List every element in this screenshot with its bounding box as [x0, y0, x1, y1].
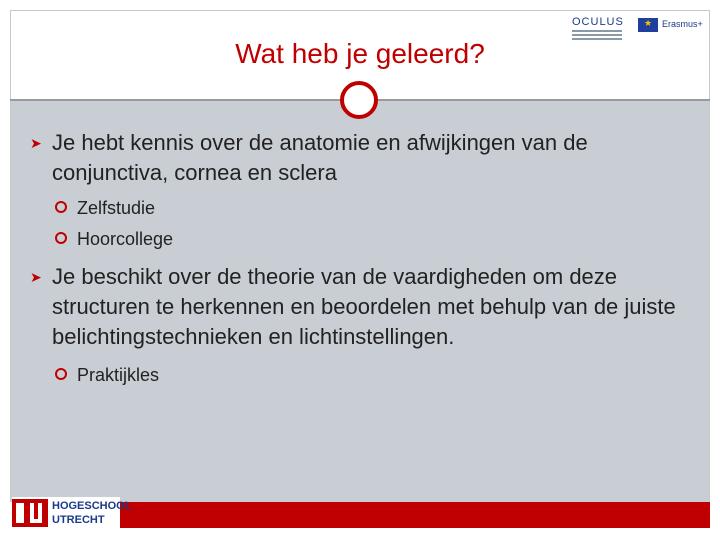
divider-circle-icon [340, 81, 378, 119]
hu-logo-line2: UTRECHT [52, 514, 105, 526]
hu-logo-icon [12, 499, 48, 527]
hu-logo-u [30, 503, 42, 523]
sub-item-text: Praktijkles [77, 365, 160, 385]
sub-bullet-circle-icon [55, 368, 67, 380]
bullet-item [30, 262, 700, 352]
oculus-logo [572, 16, 632, 38]
sub-bullet-circle-icon [55, 201, 67, 213]
bullet-item [30, 128, 690, 188]
sub-item-text: Hoorcollege [77, 229, 174, 249]
hu-logo-line1: HOGESCHOOL [52, 500, 132, 512]
sub-item-text: Zelfstudie [77, 198, 156, 218]
sub-item [55, 226, 173, 252]
sub-bullet-circle-icon [55, 232, 67, 244]
oculus-logo-text: OCULUS [572, 16, 624, 28]
bullet-arrow-icon: ➤ [30, 135, 42, 151]
footer-bar [120, 502, 710, 528]
erasmus-logo [638, 18, 710, 34]
hu-logo-text [52, 499, 131, 527]
bullet-arrow-icon: ➤ [30, 269, 42, 285]
sub-item [55, 362, 159, 388]
bullet-text: Je beschikt over de theorie van de vaardigheden om deze structuren te herkennen en beoordelen met behulp van de juiste belichtingstechnieken en lichtinstellingen. [52, 264, 676, 349]
erasmus-logo-text: Erasmus+ [662, 19, 703, 29]
sub-item [55, 195, 155, 221]
hogeschool-utrecht-logo [12, 497, 132, 529]
slide-title: Wat heb je geleerd? [235, 38, 485, 69]
eu-flag-icon [638, 18, 658, 32]
bullet-text: Je hebt kennis over de anatomie en afwijkingen van de conjunctiva, cornea en sclera [52, 130, 588, 185]
hu-logo-h [16, 503, 24, 523]
